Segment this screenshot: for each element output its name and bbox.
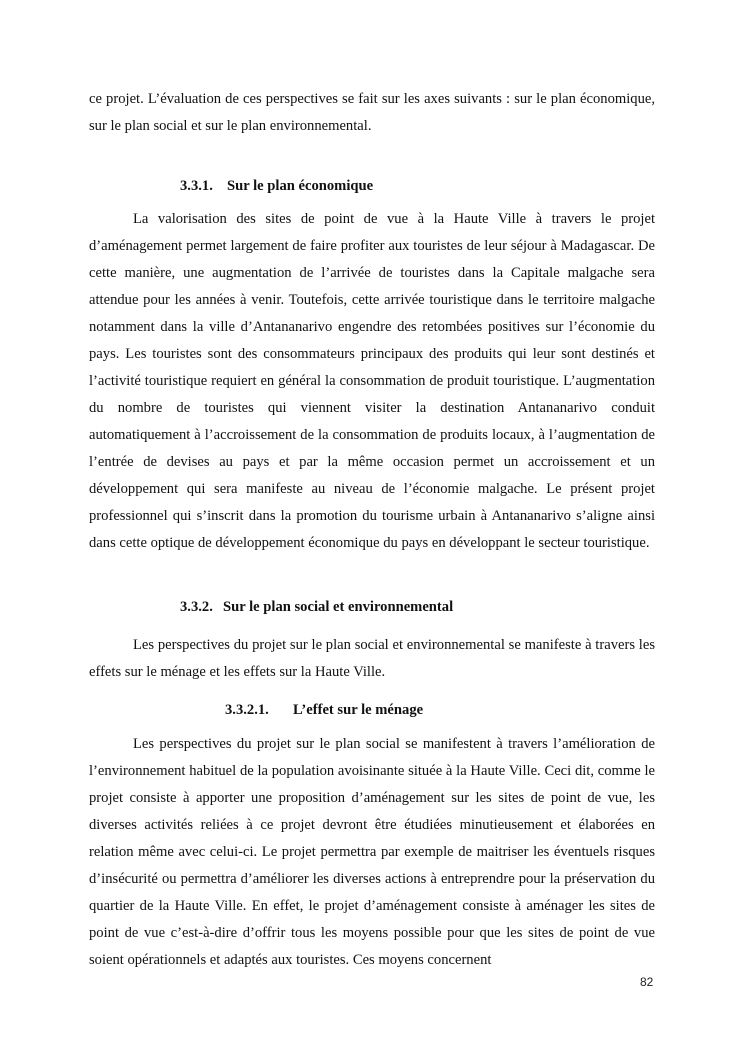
economic-paragraph: La valorisation des sites de point de vue à la Haute Ville à travers le projet d’aménagement permet largement de faire profiter aux touristes de leur séjour à Madagascar. De cette manière, une augmentation de l’arrivée de touristes dans la Capitale malgache sera attendue pour les années à venir. Toutefois, cette arrivée touristique dans le territoire malgache notamment dans la ville d’Antananarivo engendre des retombées positives sur l’économie du pays. Les touristes sont des consommateurs principaux des produits qui leur sont destinés et l’activité touristique requiert en général la consommation de produit touristique. L’augmentation du nombre de touristes qui viennent visiter la destination Antananarivo conduit automatiquement à l’accroissement de la consommation de produits locaux, à l’augmentation de l’entrée de devises au pays et par la même occasion permet un accroissement et un développement qui sera manifeste au niveau de l’économie malgache. Le présent projet professionnel qui s’inscrit dans la promotion du tourisme urbain à Antananarivo s’aligne ainsi dans cette optique de développement économique du pays en développant le secteur touristique. bbox=[89, 211, 655, 551]
intro-paragraph: ce projet. L’évaluation de ces perspectives se fait sur les axes suivants : sur le plan économique, sur le plan social et sur le plan environnemental. bbox=[89, 91, 655, 134]
section-title: Sur le plan social et environnemental bbox=[223, 599, 454, 615]
section-title: Sur le plan économique bbox=[227, 178, 374, 194]
page-number: 82 bbox=[640, 975, 654, 989]
section-heading-3-3-1 bbox=[180, 176, 373, 196]
section-heading-3-3-2 bbox=[180, 597, 453, 617]
section-number: 3.3.2.1. bbox=[225, 702, 269, 718]
section-number: 3.3.2. bbox=[180, 599, 213, 615]
section-title: L’effet sur le ménage bbox=[293, 702, 424, 718]
section-heading-3-3-2-1 bbox=[225, 700, 423, 720]
social-environmental-paragraph: Les perspectives du projet sur le plan social et environnemental se manifeste à travers les effets sur le ménage et les effets sur la Haute Ville. bbox=[89, 637, 655, 680]
household-effect-paragraph: Les perspectives du projet sur le plan social se manifestent à travers l’amélioration de l’environnement habituel de la population avoisinante située à la Haute Ville. Ceci dit, comme le projet consiste à apporter une proposition d’aménagement sur les sites de point de vue, les diverses activités reliées à ce projet devront être étudiées minutieusement et élaborées en relation même avec celui-ci. Le projet permettra par exemple de maitriser les éventuels risques d’insécurité ou permettra d’améliorer les diverses actions à entreprendre pour la préservation du quartier de la Haute Ville. En effet, le projet d’aménagement consiste à aménager les sites de point de vue c’est-à-dire d’offrir tous les moyens possible pour que les sites de point de vue soient opérationnels et adaptés aux touristes. Ces moyens concernent bbox=[89, 736, 655, 968]
section-number: 3.3.1. bbox=[180, 178, 213, 194]
